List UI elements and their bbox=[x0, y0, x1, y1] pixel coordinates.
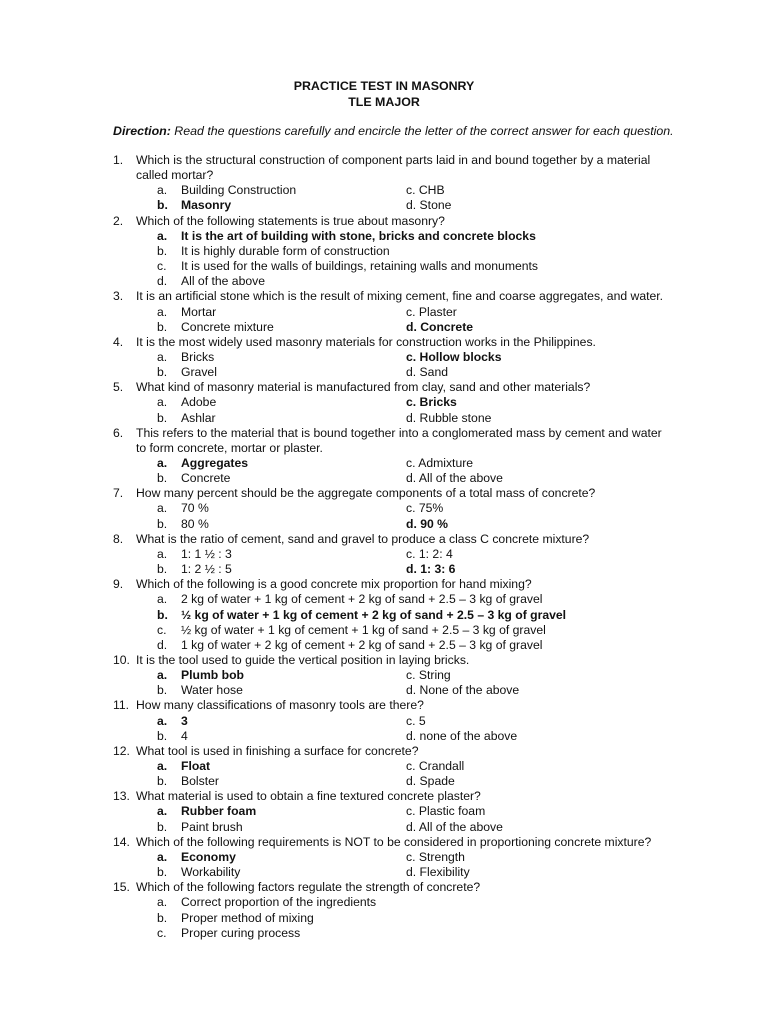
option-text: Mortar bbox=[181, 304, 217, 319]
question-number: 9. bbox=[113, 577, 124, 592]
option-letter: b. bbox=[157, 774, 168, 789]
option-text: 80 % bbox=[181, 516, 209, 531]
option-text: 70 % bbox=[181, 501, 209, 516]
option-text: Workability bbox=[181, 865, 241, 880]
question-text: What tool is used in finishing a surface for concrete? bbox=[136, 743, 419, 758]
option-letter: b. bbox=[157, 410, 168, 425]
direction-instruction bbox=[113, 124, 753, 138]
option-text: ½ kg of water + 1 kg of cement + 1 kg of sand + 2.5 – 3 kg of gravel bbox=[181, 622, 546, 637]
option-letter: a. bbox=[157, 228, 168, 243]
option-text: Plumb bob bbox=[181, 668, 244, 683]
option-text: c. Admixture bbox=[406, 456, 474, 470]
option-text: c. Hollow blocks bbox=[406, 349, 502, 364]
option-text: c. 5 bbox=[406, 713, 426, 728]
option-text: ½ kg of water + 1 kg of cement + 2 kg of sand + 2.5 – 3 kg of gravel bbox=[181, 607, 567, 622]
option-text: 1 kg of water + 2 kg of cement + 2 kg of sand + 2.5 – 3 kg of gravel bbox=[181, 637, 543, 652]
option-text: d. Concrete bbox=[406, 319, 474, 334]
option-letter: b. bbox=[157, 471, 168, 486]
question-text: Which of the following statements is true about masonry? bbox=[136, 213, 445, 228]
option-text: d. Stone bbox=[406, 198, 452, 213]
option-letter: a. bbox=[157, 759, 168, 773]
question-text: Which of the following is a good concrete mix proportion for hand mixing? bbox=[136, 577, 532, 592]
option-text: Water hose bbox=[181, 683, 243, 698]
question-text: It is the tool used to guide the vertical position in laying bricks. bbox=[136, 652, 470, 667]
option-letter: b. bbox=[157, 562, 168, 577]
question-number: 6. bbox=[113, 425, 124, 440]
option-letter: b. bbox=[157, 365, 168, 380]
question-text: What kind of masonry material is manufactured from clay, sand and other materials? bbox=[136, 380, 591, 395]
question-number: 3. bbox=[113, 289, 124, 304]
option-text: Gravel bbox=[181, 365, 217, 380]
option-letter: c. bbox=[157, 259, 167, 274]
option-text: d. Spade bbox=[406, 774, 455, 789]
option-letter: a. bbox=[157, 304, 168, 319]
option-letter: a. bbox=[157, 183, 168, 198]
option-letter: a. bbox=[157, 668, 168, 683]
option-letter: b. bbox=[157, 198, 168, 213]
option-letter: b. bbox=[157, 819, 168, 834]
option-text: Adobe bbox=[181, 395, 217, 410]
question-text: Which of the following factors regulate the strength of concrete? bbox=[136, 880, 481, 895]
option-text: c. 1: 2: 4 bbox=[406, 546, 453, 561]
option-text: Bolster bbox=[181, 774, 219, 789]
page-subtitle: TLE MAJOR bbox=[348, 95, 420, 109]
option-text: Float bbox=[181, 759, 211, 773]
question-text: What material is used to obtain a fine textured concrete plaster? bbox=[136, 789, 481, 804]
option-text: c. String bbox=[406, 668, 451, 683]
option-letter: a. bbox=[157, 546, 168, 561]
option-letter: b. bbox=[157, 607, 168, 622]
question-number: 10. bbox=[113, 652, 130, 667]
option-letter: b. bbox=[157, 865, 168, 880]
option-text: 4 bbox=[181, 728, 188, 743]
question-number: 7. bbox=[113, 486, 124, 501]
option-text: d. 90 % bbox=[406, 516, 448, 531]
option-letter: b. bbox=[157, 728, 168, 743]
question-number: 14. bbox=[113, 834, 130, 849]
question-number: 12. bbox=[113, 743, 130, 758]
option-letter: a. bbox=[157, 713, 168, 728]
option-text: d. Sand bbox=[406, 365, 449, 380]
option-text: All of the above bbox=[181, 274, 266, 289]
option-text: c. Crandall bbox=[406, 759, 465, 773]
option-text: Paint brush bbox=[181, 819, 243, 834]
option-text: d. Flexibility bbox=[406, 865, 470, 880]
question-text: Which is the structural construction of component parts laid in and bound together by a material bbox=[136, 153, 651, 167]
option-text: Aggregates bbox=[181, 456, 249, 470]
option-text: Building Construction bbox=[181, 183, 297, 198]
option-letter: a. bbox=[157, 456, 168, 470]
option-letter: d. bbox=[157, 637, 168, 652]
option-letter: d. bbox=[157, 274, 168, 289]
option-text: d. none of the above bbox=[406, 728, 518, 743]
question-text: What is the ratio of cement, sand and gravel to produce a class C concrete mixture? bbox=[136, 531, 590, 546]
option-text: d. All of the above bbox=[406, 819, 503, 834]
option-text: It is the art of building with stone, bricks and concrete blocks bbox=[181, 228, 536, 243]
option-text: Masonry bbox=[181, 198, 232, 213]
option-text: c. CHB bbox=[406, 183, 445, 198]
option-letter: c. bbox=[157, 622, 167, 637]
question-text: It is the most widely used masonry materials for construction works in the Philippines. bbox=[136, 334, 596, 349]
question-text: How many classifications of masonry tools are there? bbox=[136, 698, 424, 713]
question-text: called mortar? bbox=[136, 168, 214, 183]
question-text: to form concrete, mortar or plaster. bbox=[136, 440, 323, 455]
question-number: 2. bbox=[113, 213, 124, 228]
option-text: c. Bricks bbox=[406, 395, 457, 410]
question-number: 15. bbox=[113, 880, 130, 895]
option-text: Rubber foam bbox=[181, 804, 257, 819]
option-text: c. Plaster bbox=[406, 304, 457, 319]
option-text: d. All of the above bbox=[406, 471, 503, 486]
option-text: Bricks bbox=[181, 349, 215, 364]
option-text: 1: 1 ½ : 3 bbox=[181, 546, 232, 561]
option-text: c. 75% bbox=[406, 501, 444, 516]
option-text: Proper method of mixing bbox=[181, 910, 314, 925]
option-letter: a. bbox=[157, 804, 168, 819]
question-number: 4. bbox=[113, 334, 124, 349]
question-text: How many percent should be the aggregate components of a total mass of concrete? bbox=[136, 486, 596, 501]
option-text: d. 1: 3: 6 bbox=[406, 562, 456, 577]
question-number: 8. bbox=[113, 531, 124, 546]
option-text: Ashlar bbox=[181, 410, 216, 425]
option-letter: b. bbox=[157, 243, 168, 258]
option-letter: b. bbox=[157, 910, 168, 925]
option-text: d. Rubble stone bbox=[406, 410, 492, 425]
direction-text: Read the questions carefully and encircle the letter of the correct answer for each question. bbox=[170, 124, 674, 138]
option-letter: b. bbox=[157, 319, 168, 334]
option-text: 1: 2 ½ : 5 bbox=[181, 562, 232, 577]
option-letter: a. bbox=[157, 895, 168, 910]
option-text: c. Strength bbox=[406, 849, 465, 864]
option-text: It is highly durable form of construction bbox=[181, 243, 390, 258]
option-letter: b. bbox=[157, 683, 168, 698]
option-text: Correct proportion of the ingredients bbox=[181, 895, 377, 910]
direction-label: Direction: bbox=[113, 124, 171, 138]
option-text: Economy bbox=[181, 849, 236, 864]
page-title: PRACTICE TEST IN MASONRY bbox=[293, 79, 475, 93]
question-number: 13. bbox=[113, 789, 130, 804]
option-letter: a. bbox=[157, 592, 168, 607]
option-text: Concrete bbox=[181, 471, 231, 486]
option-letter: b. bbox=[157, 516, 168, 531]
option-letter: a. bbox=[157, 349, 168, 364]
question-number: 5. bbox=[113, 380, 124, 395]
option-text: It is used for the walls of buildings, retaining walls and monuments bbox=[181, 259, 539, 274]
question-text: Which of the following requirements is NOT to be considered in proportioning concrete mixture? bbox=[136, 834, 652, 849]
option-text: d. None of the above bbox=[406, 683, 520, 698]
option-letter: c. bbox=[157, 925, 167, 940]
option-letter: a. bbox=[157, 849, 168, 864]
option-text: Concrete mixture bbox=[181, 319, 274, 334]
option-letter: a. bbox=[157, 501, 168, 516]
option-text: c. Plastic foam bbox=[406, 804, 486, 819]
option-text: 3 bbox=[181, 713, 188, 728]
option-text: Proper curing process bbox=[181, 925, 301, 940]
option-letter: a. bbox=[157, 395, 168, 410]
option-text: 2 kg of water + 1 kg of cement + 2 kg of sand + 2.5 – 3 kg of gravel bbox=[181, 592, 543, 607]
question-number: 1. bbox=[113, 153, 124, 167]
question-text: This refers to the material that is bound together into a conglomerated mass by cement and water bbox=[136, 425, 662, 440]
question-number: 11. bbox=[113, 698, 130, 713]
question-text: It is an artificial stone which is the result of mixing cement, fine and coarse aggregates, and water. bbox=[136, 289, 664, 304]
